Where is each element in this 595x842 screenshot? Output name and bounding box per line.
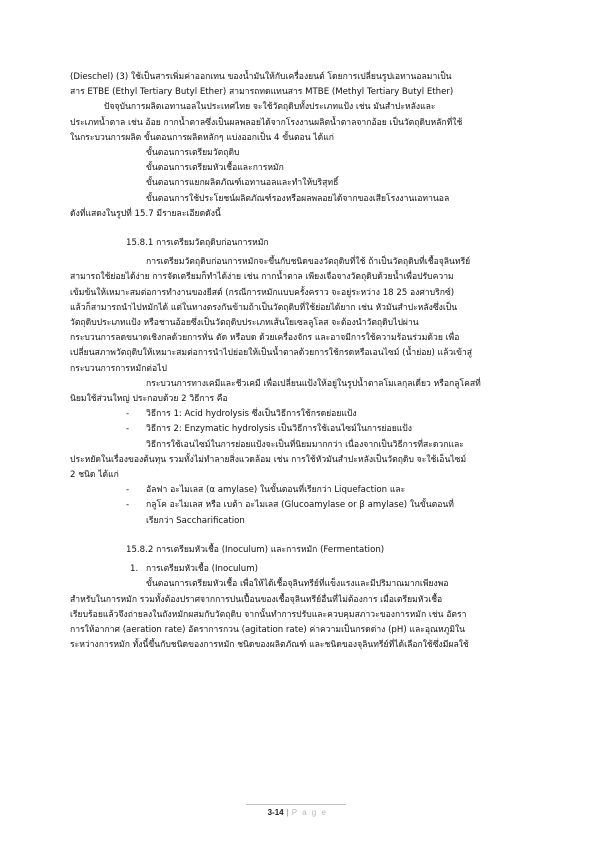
enzyme-text: อัลฟา อะไมเลส (α amylase) ในขั้นตอนที่เรียกว่า Liquefaction และ xyxy=(146,485,406,496)
footer-divider xyxy=(246,804,346,805)
paragraph-line: ขั้นตอนการเตรียมหัวเชื้อ เพื่อให้ได้เชื้อจุลินทรีย์ที่แข็งแรงและมีปริมาณมากเพียงพอ xyxy=(146,579,449,590)
footer-separator: | xyxy=(286,808,289,817)
step-item: ขั้นตอนการแยกผลิตภัณฑ์เอทานอลและทำให้บริสุทธิ์ xyxy=(146,178,339,189)
paragraph-line: ประหยัดในเรื่องของต้นทุน รวมทั้งไม่ทำลายสิ่งแวดล้อม เช่น การใช้หัวมันสำปะหลังเป็นวัตถุดิบ จะใช้เอ็นไซม์ xyxy=(70,454,467,465)
paragraph-line: 2 ชนิด ได้แก่ xyxy=(70,470,119,481)
method-item xyxy=(70,422,540,437)
enzyme-item xyxy=(70,483,540,498)
step-item: ขั้นตอนการใช้ประโยชน์ผลิตภัณฑ์รองหรือผลพลอยได้จากของเสียโรงงานเอทานอล xyxy=(146,193,450,204)
paragraph-line: นิยมใช้ส่วนใหญ่ ประกอบด้วย 2 วิธีการ คือ xyxy=(70,394,228,405)
subsection-title: การเตรียมหัวเชื้อ (Inoculum) xyxy=(146,564,258,575)
section-heading-15-8-1: 15.8.1 การเตรียมวัตถุดิบก่อนการหมัก xyxy=(126,238,269,249)
paragraph-line: เข้มข้นให้เหมาะสมต่อการทำงานของยีสต์ (กรณีการหมักแบบครั้งคราว จะอยู่ระหว่าง 18 25 องศาบริกซ์) xyxy=(70,287,455,298)
intro-line: (Dieschel) (3) ใช้เป็นสารเพิ่มค่าออกเทน ของน้ำมันให้กับเครื่องยนต์ โดยการเปลี่ยนรูปเอทานอลมาเป็น xyxy=(70,72,452,82)
method-item xyxy=(70,407,540,422)
page-footer xyxy=(0,808,595,817)
enzyme-item xyxy=(70,498,540,513)
paragraph-line: วิธีการใช้เอนไซม์ในการย่อยแป้งจะเป็นที่นิยมมากกว่า เนื่องจากเป็นวิธีการที่สะดวกและ xyxy=(146,439,464,450)
intro-line: ปัจจุบันการผลิตเอทานอลในประเทศไทย จะใช้วัตถุดิบทั้งประเภทแป้ง เช่น มันสำปะหลังและ xyxy=(104,102,436,113)
paragraph-line: การเตรียมวัตถุดิบก่อนการหมักจะขึ้นกับชนิดของวัตถุดิบที่ใช้ ถ้าเป็นวัตถุดิบที่เชื้อจุลินทรีย์ xyxy=(146,257,471,268)
section-heading-15-8-2: 15.8.2 การเตรียมหัวเชื้อ (Inoculum) และการหมัก (Fermentation) xyxy=(126,544,385,555)
method-text: วิธีการ 1: Acid hydrolysis ซึ่งเป็นวิธีการใช้กรดย่อยแป้ง xyxy=(146,409,357,420)
dash-marker: - xyxy=(126,500,130,511)
intro-line: ในกระบวนการผลิต ขั้นตอนการผลิตหลักๆ แบ่งออกเป็น 4 ขั้นตอน ได้แก่ xyxy=(70,132,334,143)
dash-marker: - xyxy=(126,409,130,420)
enzyme-text: กลูโค อะไมเลส หรือ เบต้า อะไมเลส (Glucoamylase or β amylase) ในขั้นตอนที่ xyxy=(146,500,454,511)
step-item: ขั้นตอนการเตรียมหัวเชื้อและการหมัก xyxy=(146,163,284,174)
page-word: P a g e xyxy=(291,808,328,817)
method-text: วิธีการ 2: Enzymatic hydrolysis เป็นวิธีการใช้เอนไซม์ในการย่อยแป้ง xyxy=(146,424,412,435)
paragraph-line: กระบวนการการหมักต่อไป xyxy=(70,363,167,374)
paragraph-line: เรียบร้อยแล้วจึงถ่ายลงในถังหมักผสมกับวัตถุดิบ จากนั้นทำการปรับและควบคุมสภาวะของการหมัก เช่น อัตรา xyxy=(70,609,467,620)
paragraph-line: เปลี่ยนสภาพวัตถุดิบให้เหมาะสมต่อการนำไปย่อยให้เป็นน้ำตาลด้วยการใช้กรดหรือเอนไซม์ (น้ำย่อย) แล้วเข้าสู่ xyxy=(70,348,473,359)
enzyme-continuation: เรียกว่า Saccharification xyxy=(146,515,245,526)
page-number: 3-14 xyxy=(267,808,284,817)
paragraph-line: วัตถุดิบประเภทแป้ง หรือชานอ้อยซึ่งเป็นวัตถุดิบประเภทเส้นใยเซลลูโลส จะต้องนำวัตถุดิบไปผ่าน xyxy=(70,318,419,329)
paragraph-line: ระหว่างการหมัก ทั้งนี้ขึ้นกับชนิดของการหมัก ชนิดของผลิตภัณฑ์ และชนิดของจุลินทรีย์ที่ได้เลือกใช้ซึ่งมีผลใช้ xyxy=(70,640,469,651)
paragraph-line: สามารถใช้ย่อยได้ง่าย การจัดเตรียมก็ทำได้ง่าย เช่น กากน้ำตาล เพียงเจือจางวัตถุดิบด้วยน้ำเพื่อปรับความ xyxy=(70,272,454,283)
subsection-heading xyxy=(70,562,540,577)
paragraph-line: การให้อากาศ (aeration rate) อัตราการกวน (agitation rate) ค่าความเป็นกรดด่าง (pH) และอุณหภูมิใน xyxy=(70,624,466,635)
paragraph-line: กระบวนการทางเคมีและชีวเคมี เพื่อเปลี่ยนแป้งให้อยู่ในรูปน้ำตาลโมเลกุลเดี่ยว หรือกลูโคสที่ xyxy=(146,378,481,389)
list-number: 1. xyxy=(130,564,139,575)
paragraph-line: สำหรับในการหมัก รวมทั้งต้องปราศจากการปนเปื้อนของเชื้อจุลินทรีย์อื่นที่ไม่ต้องการ เมื่อเตรียมหัวเชื้อ xyxy=(70,594,443,605)
step-item: ขั้นตอนการเตรียมวัตถุดิบ xyxy=(146,148,240,159)
dash-marker: - xyxy=(126,485,130,496)
paragraph-line: กระบวนการลดขนาดเชิงกลด้วยการหั่น ตัด หรือบด ด้วยเครื่องจักร และอาจมีการใช้ความร้อนร่วมด้วย เพื่อ xyxy=(70,333,460,344)
steps-summary: ดังที่แสดงในรูปที่ 15.7 มีรายละเอียดดังนี้ xyxy=(70,208,221,219)
dash-marker: - xyxy=(126,424,130,435)
document-body xyxy=(70,70,540,653)
paragraph-line: แล้วก็สามารถนำไปหมักได้ แต่ในทางตรงกันข้ามถ้าเป็นวัตถุดิบที่ใช้ย่อยได้ยาก เช่น หัวมันสำปะหลังซึ่งเป็น xyxy=(70,302,458,313)
intro-line: ประเภทน้ำตาล เช่น อ้อย กากน้ำตาลซึ่งเป็นผลพลอยได้จากโรงงานผลิตน้ำตาลจากอ้อย เป็นวัตถุดิบหลักที่ใช้ xyxy=(70,117,463,128)
intro-line: สาร ETBE (Ethyl Tertiary Butyl Ether) สามารถทดแทนสาร MTBE (Methyl Tertiary Butyl Ether) xyxy=(70,87,454,98)
